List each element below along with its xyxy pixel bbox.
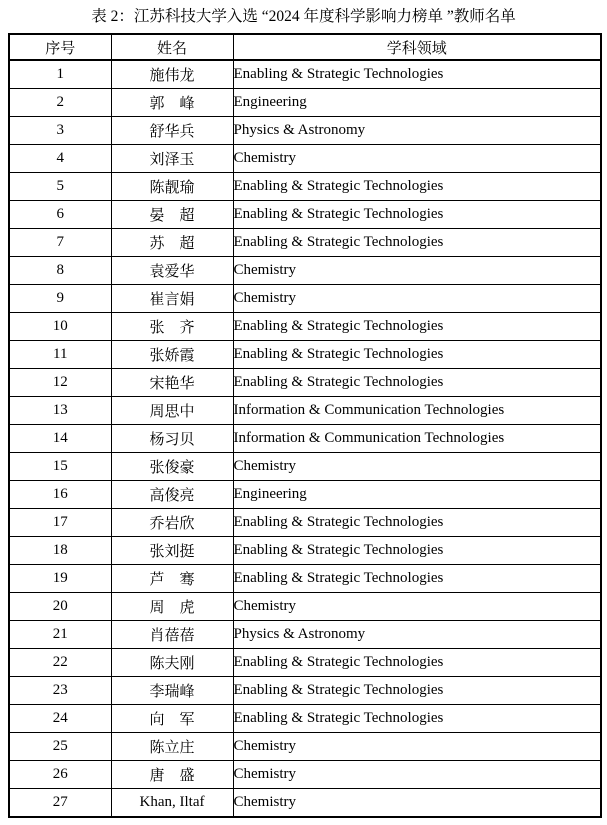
- subject-field-cell: Enabling & Strategic Technologies: [233, 341, 601, 369]
- row-number-cell: 2: [9, 89, 111, 117]
- teacher-name-cell: 晏 超: [111, 201, 233, 229]
- row-number-cell: 5: [9, 173, 111, 201]
- teacher-name-cell: 苏 超: [111, 229, 233, 257]
- teacher-name-cell: 杨习贝: [111, 425, 233, 453]
- header-subject-field: 学科领域: [233, 34, 601, 60]
- header-row: [9, 34, 601, 60]
- header-name: 姓名: [111, 34, 233, 60]
- page-title: 表 2：江苏科技大学入选 “2024 年度科学影响力榜单 ”教师名单: [91, 8, 516, 25]
- row-number-cell: 22: [9, 649, 111, 677]
- subject-field-cell: Enabling & Strategic Technologies: [233, 649, 601, 677]
- teacher-name-cell: 陈夫刚: [111, 649, 233, 677]
- subject-field-cell: Enabling & Strategic Technologies: [233, 369, 601, 397]
- subject-field-cell: Chemistry: [233, 733, 601, 761]
- subject-field-cell: Enabling & Strategic Technologies: [233, 173, 601, 201]
- subject-field-cell: Enabling & Strategic Technologies: [233, 705, 601, 733]
- table-row: [9, 60, 601, 89]
- row-number-cell: 10: [9, 313, 111, 341]
- table-row: [9, 145, 601, 173]
- subject-field-cell: Chemistry: [233, 761, 601, 789]
- row-number-cell: 26: [9, 761, 111, 789]
- row-number-cell: 15: [9, 453, 111, 481]
- table-body: [9, 60, 601, 817]
- teacher-roster-table: [8, 33, 602, 818]
- subject-field-cell: Engineering: [233, 481, 601, 509]
- subject-field-cell: Chemistry: [233, 593, 601, 621]
- teacher-name-cell: 郭 峰: [111, 89, 233, 117]
- table-row: [9, 537, 601, 565]
- teacher-name-cell: 宋艳华: [111, 369, 233, 397]
- table-row: [9, 397, 601, 425]
- table-row: [9, 453, 601, 481]
- row-number-cell: 23: [9, 677, 111, 705]
- teacher-name-cell: 施伟龙: [111, 60, 233, 89]
- row-number-cell: 11: [9, 341, 111, 369]
- subject-field-cell: Enabling & Strategic Technologies: [233, 60, 601, 89]
- row-number-cell: 1: [9, 60, 111, 89]
- header-seq-number: 序号: [9, 34, 111, 60]
- table-row: [9, 89, 601, 117]
- row-number-cell: 7: [9, 229, 111, 257]
- teacher-name-cell: 芦 骞: [111, 565, 233, 593]
- teacher-name-cell: Khan, Iltaf: [111, 789, 233, 818]
- teacher-name-cell: 张刘挺: [111, 537, 233, 565]
- teacher-name-cell: 张俊豪: [111, 453, 233, 481]
- row-number-cell: 25: [9, 733, 111, 761]
- teacher-name-cell: 乔岩欣: [111, 509, 233, 537]
- table-row: [9, 761, 601, 789]
- teacher-name-cell: 周思中: [111, 397, 233, 425]
- subject-field-cell: Physics & Astronomy: [233, 117, 601, 145]
- row-number-cell: 16: [9, 481, 111, 509]
- teacher-name-cell: 张 齐: [111, 313, 233, 341]
- row-number-cell: 6: [9, 201, 111, 229]
- subject-field-cell: Information & Communication Technologies: [233, 425, 601, 453]
- row-number-cell: 12: [9, 369, 111, 397]
- row-number-cell: 20: [9, 593, 111, 621]
- subject-field-cell: Chemistry: [233, 257, 601, 285]
- table-row: [9, 425, 601, 453]
- teacher-name-cell: 张娇霞: [111, 341, 233, 369]
- table-row: [9, 201, 601, 229]
- table-row: [9, 621, 601, 649]
- subject-field-cell: Enabling & Strategic Technologies: [233, 565, 601, 593]
- table-row: [9, 285, 601, 313]
- row-number-cell: 4: [9, 145, 111, 173]
- teacher-name-cell: 陈立庄: [111, 733, 233, 761]
- row-number-cell: 24: [9, 705, 111, 733]
- subject-field-cell: Enabling & Strategic Technologies: [233, 677, 601, 705]
- teacher-name-cell: 袁爱华: [111, 257, 233, 285]
- row-number-cell: 9: [9, 285, 111, 313]
- table-row: [9, 481, 601, 509]
- teacher-name-cell: 高俊亮: [111, 481, 233, 509]
- row-number-cell: 21: [9, 621, 111, 649]
- row-number-cell: 8: [9, 257, 111, 285]
- subject-field-cell: Chemistry: [233, 285, 601, 313]
- teacher-name-cell: 肖蓓蓓: [111, 621, 233, 649]
- row-number-cell: 13: [9, 397, 111, 425]
- table-row: [9, 733, 601, 761]
- subject-field-cell: Enabling & Strategic Technologies: [233, 313, 601, 341]
- table-row: [9, 117, 601, 145]
- subject-field-cell: Information & Communication Technologies: [233, 397, 601, 425]
- row-number-cell: 27: [9, 789, 111, 818]
- subject-field-cell: Enabling & Strategic Technologies: [233, 537, 601, 565]
- teacher-name-cell: 向 军: [111, 705, 233, 733]
- row-number-cell: 18: [9, 537, 111, 565]
- table-row: [9, 593, 601, 621]
- row-number-cell: 3: [9, 117, 111, 145]
- row-number-cell: 14: [9, 425, 111, 453]
- teacher-name-cell: 崔言娟: [111, 285, 233, 313]
- table-row: [9, 565, 601, 593]
- table-row: [9, 341, 601, 369]
- teacher-name-cell: 刘泽玉: [111, 145, 233, 173]
- table-row: [9, 369, 601, 397]
- teacher-name-cell: 陈靓瑜: [111, 173, 233, 201]
- teacher-name-cell: 唐 盛: [111, 761, 233, 789]
- row-number-cell: 19: [9, 565, 111, 593]
- teacher-name-cell: 李瑞峰: [111, 677, 233, 705]
- subject-field-cell: Chemistry: [233, 789, 601, 818]
- table-row: [9, 649, 601, 677]
- subject-field-cell: Chemistry: [233, 145, 601, 173]
- teacher-name-cell: 舒华兵: [111, 117, 233, 145]
- table-row: [9, 313, 601, 341]
- table-row: [9, 229, 601, 257]
- table-row: [9, 677, 601, 705]
- table-row: [9, 257, 601, 285]
- subject-field-cell: Chemistry: [233, 453, 601, 481]
- teacher-name-cell: 周 虎: [111, 593, 233, 621]
- table-row: [9, 705, 601, 733]
- subject-field-cell: Enabling & Strategic Technologies: [233, 509, 601, 537]
- row-number-cell: 17: [9, 509, 111, 537]
- table-row: [9, 509, 601, 537]
- subject-field-cell: Enabling & Strategic Technologies: [233, 229, 601, 257]
- subject-field-cell: Physics & Astronomy: [233, 621, 601, 649]
- subject-field-cell: Enabling & Strategic Technologies: [233, 201, 601, 229]
- table-row: [9, 789, 601, 818]
- table-row: [9, 173, 601, 201]
- subject-field-cell: Engineering: [233, 89, 601, 117]
